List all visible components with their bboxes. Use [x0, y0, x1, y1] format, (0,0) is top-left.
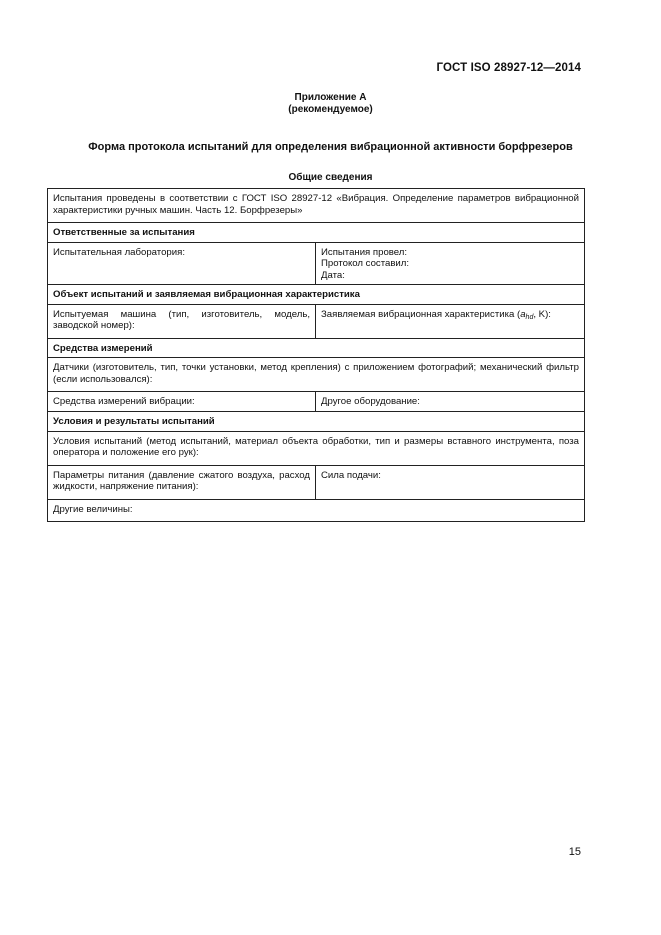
other-equipment-cell: Другое оборудование: [316, 392, 585, 412]
date-label: Дата: [321, 269, 345, 281]
lab-cell: Испытательная лаборатория: [48, 242, 316, 285]
page-number: 15 [568, 846, 581, 858]
vib-means-cell: Средства измерений вибрации: [48, 392, 316, 412]
responsible-header: Ответственные за испытания [48, 223, 585, 243]
power-cell: Параметры питания (давление сжатого воздуха, расход жидкости, напряжение питания): [48, 465, 316, 499]
sensors-cell: Датчики (изготовитель, тип, точки установки, метод крепления) с приложением фотографий; механический фильтр (если использовался): [48, 358, 585, 392]
conditions-header: Условия и результаты испытаний [48, 412, 585, 432]
tested-by-label: Испытания провел: [321, 246, 408, 258]
declared-subscript: hd [525, 313, 534, 321]
conditions-cell: Условия испытаний (метод испытаний, материал объекта обработки, тип и размеры вставного инструмента, поза оператора и положение его рук): [48, 431, 585, 465]
signatures-cell [316, 242, 585, 285]
table-row [48, 285, 585, 305]
table-row [48, 242, 585, 285]
object-header: Объект испытаний и заявляемая вибрационная характеристика [48, 285, 585, 305]
annex-subtitle: (рекомендуемое) [288, 104, 373, 115]
table-row [48, 392, 585, 412]
other-values-cell: Другие величины: [48, 499, 585, 521]
table-row [48, 499, 585, 521]
table-row [48, 431, 585, 465]
form-title: Форма протокола испытаний для определения вибрационной активности борфрезеров [88, 141, 573, 153]
measure-header: Средства измерений [48, 338, 585, 358]
machine-cell: Испытуемая машина (тип, изготовитель, модель, заводской номер): [48, 304, 316, 338]
table-row [48, 338, 585, 358]
table-row [48, 358, 585, 392]
document-code: ГОСТ ISO 28927-12—2014 [436, 62, 581, 74]
table-row [48, 304, 585, 338]
report-by-label: Протокол составил: [321, 258, 410, 269]
table-row [48, 189, 585, 223]
table-row [48, 412, 585, 432]
declared-label-prefix: Заявляемая вибрационная характеристика ( [321, 308, 521, 320]
intro-cell: Испытания проведены в соответствии с ГОСТ ISO 28927-12 «Вибрация. Определение параметров вибрационной характеристики ручных машин. Часть 12. Борфрезеры» [48, 189, 585, 223]
declared-symbol: a [520, 308, 526, 320]
declared-label-suffix: , K): [533, 308, 551, 320]
feed-force-cell: Сила подачи: [316, 465, 585, 499]
table-row [48, 465, 585, 499]
test-report-form-table [47, 188, 585, 522]
section-heading: Общие сведения [288, 172, 373, 183]
table-row [48, 223, 585, 243]
annex-heading [0, 92, 661, 116]
declared-value-cell [316, 304, 585, 338]
annex-title: Приложение А [294, 92, 367, 103]
